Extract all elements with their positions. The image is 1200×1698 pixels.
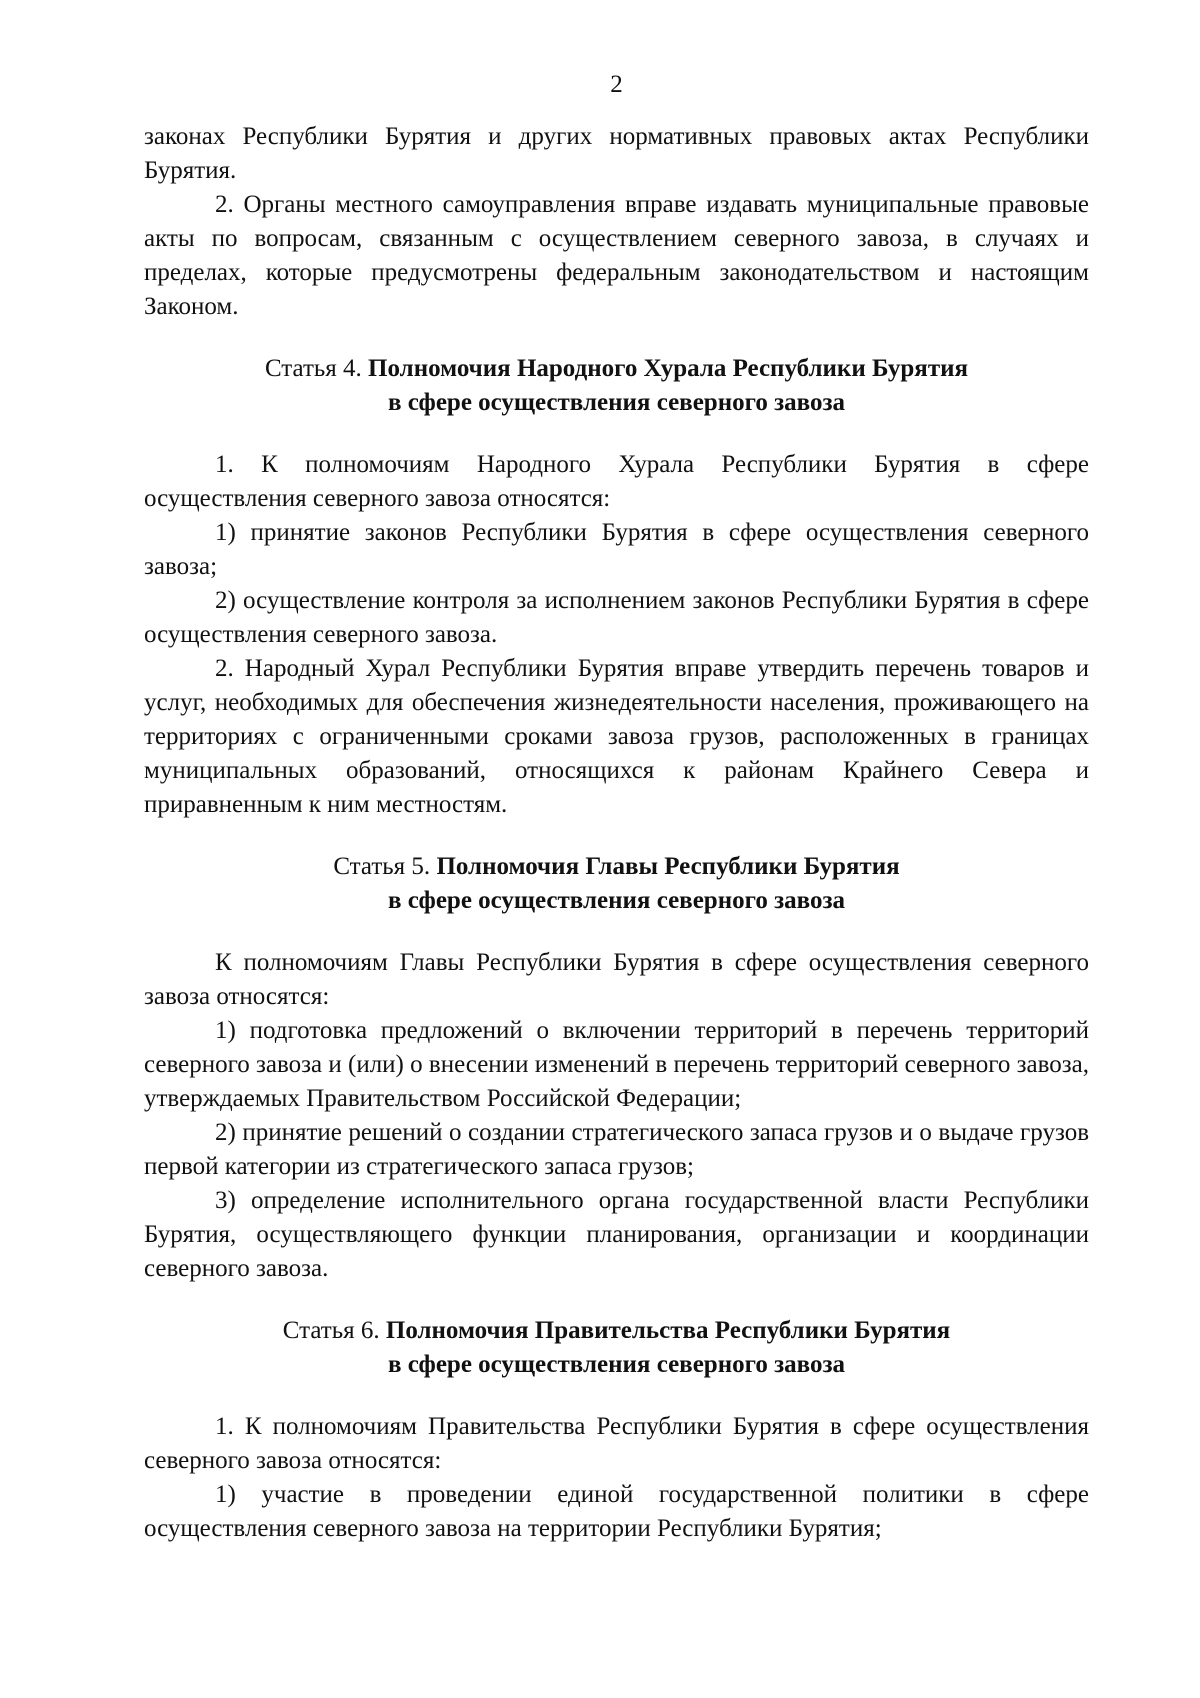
article-4-heading-line-1 (144, 352, 1089, 386)
article-4-heading (144, 352, 1089, 420)
article-5-paragraph: 2) принятие решений о создании стратегического запаса грузов и о выдаче грузов первой категории из стратегического запаса грузов; (144, 1119, 1089, 1180)
intro-continuation: законах Республики Бурятия и других нормативных правовых актах Республики Бурятия. (144, 123, 1089, 184)
article-4-title-line-2: в сфере осуществления северного завоза (388, 389, 845, 416)
article-5-heading-line-1 (144, 850, 1089, 884)
article-4-title-line-1: Полномочия Народного Хурала Республики Бурятия (368, 355, 969, 382)
article-4-paragraph: 2. Народный Хурал Республики Бурятия вправе утвердить перечень товаров и услуг, необходимых для обеспечения жизнедеятельности населения, проживающего на территориях с ограниченными сроками завоза грузов, расположенных в границах муниципальных образований, относящихся к районам Крайнего Севера и приравненным к ним местностям. (144, 655, 1089, 818)
article-5-title-line-2: в сфере осуществления северного завоза (388, 887, 845, 914)
article-5-paragraph: 3) определение исполнительного органа государственной власти Республики Бурятия, осуществляющего функции планирования, организации и координации северного завоза. (144, 1187, 1089, 1282)
article-4-paragraph: 1) принятие законов Республики Бурятия в сфере осуществления северного завоза; (144, 519, 1089, 580)
article-6-paragraph: 1) участие в проведении единой государственной политики в сфере осуществления северного завоза на территории Республики Бурятия; (144, 1481, 1089, 1542)
article-4-paragraph: 1. К полномочиям Народного Хурала Республики Бурятия в сфере осуществления северного завоза относятся: (144, 451, 1089, 512)
article-6-heading-line-1 (144, 1314, 1089, 1348)
article-5-paragraph: К полномочиям Главы Республики Бурятия в сфере осуществления северного завоза относятся: (144, 949, 1089, 1010)
article-6-prefix: Статья 6. (282, 1317, 380, 1344)
article-4-prefix: Статья 4. (264, 355, 362, 382)
article-5-heading (144, 850, 1089, 918)
article-6-paragraph: 1. К полномочиям Правительства Республики Бурятия в сфере осуществления северного завоза относятся: (144, 1413, 1089, 1474)
intro-item-2: 2. Органы местного самоуправления вправе издавать муниципальные правовые акты по вопросам, связанным с осуществлением северного завоза, в случаях и пределах, которые предусмотрены федеральным законодательством и настоящим Законом. (144, 191, 1089, 320)
article-6-title-line-1: Полномочия Правительства Республики Бурятия (385, 1317, 951, 1344)
page-number: 2 (610, 71, 623, 98)
article-5-paragraph: 1) подготовка предложений о включении территорий в перечень территорий северного завоза и (или) о внесении изменений в перечень территорий северного завоза, утверждаемых Правительством Российской Федерации; (144, 1017, 1089, 1112)
article-5-title-line-1: Полномочия Главы Республики Бурятия (436, 853, 900, 880)
article-5-prefix: Статья 5. (333, 853, 431, 880)
article-6-title-line-2: в сфере осуществления северного завоза (388, 1351, 845, 1378)
article-6-heading (144, 1314, 1089, 1382)
article-4-paragraph: 2) осуществление контроля за исполнением законов Республики Бурятия в сфере осуществления северного завоза. (144, 587, 1089, 648)
